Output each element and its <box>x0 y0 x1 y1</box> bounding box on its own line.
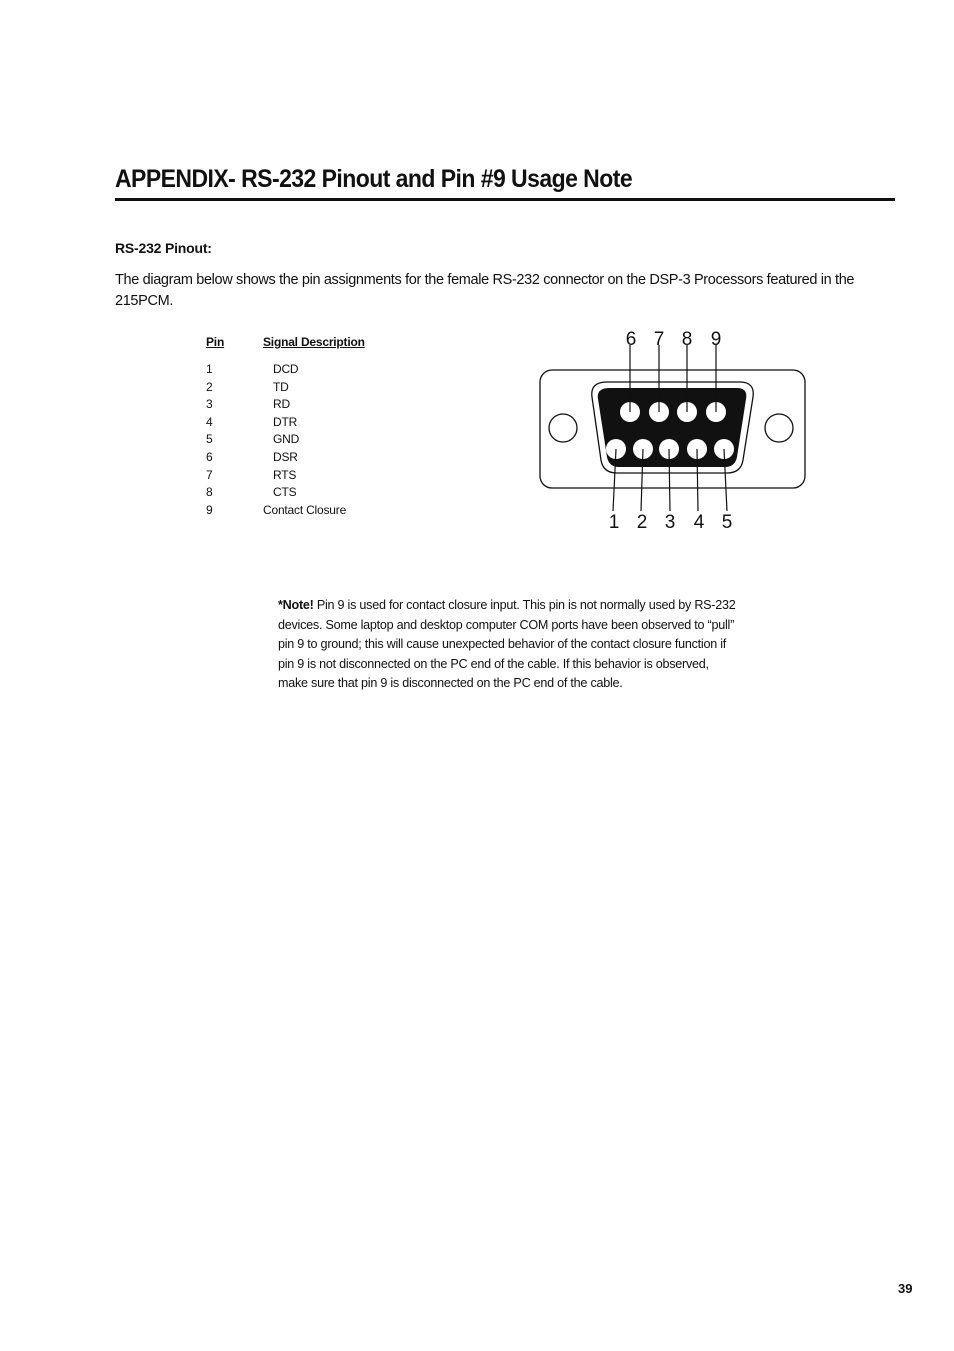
pin-number: 4 <box>206 415 213 429</box>
pin-label-bottom: 3 <box>664 512 676 533</box>
pin-label-top: 9 <box>710 329 722 350</box>
note-body: Pin 9 is used for contact closure input. This pin is not normally used by RS-232 devices. Some laptop and desktop computer COM ports have been observed to “pull” pin 9 to ground; this will cause unexpected behavior of the contact closure function if pin 9 is not disconnected on the PC end of the cable. If this behavior is observed, make sure that pin 9 is disconnected on the PC end of the cable. <box>278 598 736 690</box>
pin-1 <box>606 439 626 511</box>
signal-description: DCD <box>273 362 299 376</box>
pin-number: 2 <box>206 380 213 394</box>
table-row <box>206 362 406 380</box>
signal-description: TD <box>273 380 289 394</box>
pin-label-bottom: 4 <box>693 512 705 533</box>
pin-number: 5 <box>206 432 213 446</box>
section-heading: RS-232 Pinout: <box>115 240 212 256</box>
pin-9 <box>706 345 726 422</box>
pin-7 <box>649 345 669 422</box>
signal-description: GND <box>273 432 300 446</box>
intro-paragraph: The diagram below shows the pin assignments for the female RS-232 connector on the DSP-3 Processors featured in the 215PCM. <box>115 272 855 309</box>
pin-number: 1 <box>206 362 213 376</box>
signal-description: DTR <box>273 415 298 429</box>
pin-label-top: 7 <box>653 329 665 350</box>
signal-description: RTS <box>273 468 297 482</box>
pin-number: 6 <box>206 450 213 464</box>
signal-description: RD <box>273 397 290 411</box>
pin-column-header: Pin <box>206 335 225 349</box>
pin-number: 3 <box>206 397 213 411</box>
table-row <box>206 450 406 468</box>
db9-connector-diagram <box>535 325 815 540</box>
pin-label-bottom: 2 <box>636 512 648 533</box>
table-row <box>206 468 406 486</box>
table-row <box>206 503 406 521</box>
pin-3 <box>659 439 679 511</box>
pin-label-bottom: 5 <box>721 512 733 533</box>
pin-label-top: 6 <box>625 329 637 350</box>
usage-note <box>278 596 738 694</box>
pin-5 <box>714 439 734 511</box>
pin-2 <box>633 439 653 511</box>
pin-number: 8 <box>206 485 213 499</box>
mounting-hole-right <box>765 414 793 442</box>
signal-column-header: Signal Description <box>263 335 365 349</box>
table-row <box>206 380 406 398</box>
pin-number: 9 <box>206 503 213 517</box>
signal-description: Contact Closure <box>263 503 347 517</box>
page-title: APPENDIX- RS-232 Pinout and Pin #9 Usage Note <box>115 165 633 193</box>
pin-8 <box>677 345 697 422</box>
title-rule <box>115 198 895 201</box>
table-row <box>206 397 406 415</box>
table-row <box>206 432 406 450</box>
pin-label-top: 8 <box>681 329 693 350</box>
pin-number: 7 <box>206 468 213 482</box>
pin-6 <box>620 345 640 422</box>
pin-4 <box>687 439 707 511</box>
signal-description: DSR <box>273 450 298 464</box>
mounting-hole-left <box>549 414 577 442</box>
pin-label-bottom: 1 <box>608 512 620 533</box>
page-number: 39 <box>898 1281 913 1296</box>
signal-description: CTS <box>273 485 297 499</box>
table-row <box>206 485 406 503</box>
table-row <box>206 415 406 433</box>
note-lead: *Note! <box>278 598 314 612</box>
